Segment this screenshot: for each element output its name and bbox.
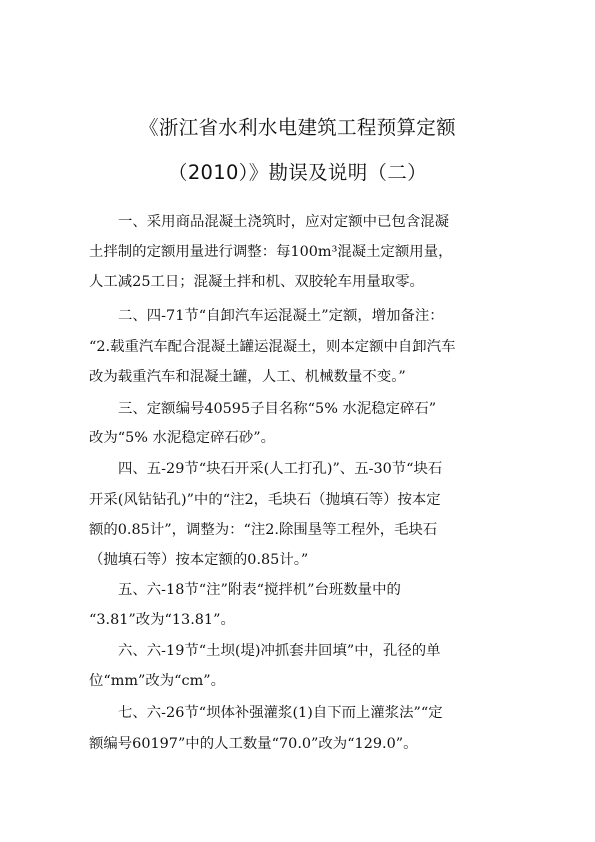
item-4-line-4: （抛填石等）按本定额的0.85计。”: [89, 552, 309, 568]
item-2-line-2: “2.载重汽车配合混凝土罐运混凝土，则本定额中自卸汽车: [89, 339, 456, 355]
item-6-line-2: 位“mm”改为“cm”。: [89, 673, 225, 689]
item-4-line-2: 开采(风钻钻孔)”中的“注2，毛块石（抛填石等）按本定: [89, 492, 441, 508]
item-7-line-1: 七、六-26节“坝体补强灌浆(1)自下而上灌浆法”“定: [118, 705, 443, 721]
item-2-line-1: 二、四-71节“自卸汽车运混凝土”定额，增加备注：: [118, 308, 444, 324]
item-1-line-1: 一、采用商品混凝土浇筑时，应对定额中已包含混凝: [118, 214, 449, 230]
item-2-line-3: 改为载重汽车和混凝土罐，人工、机械数量不变。”: [89, 369, 406, 385]
item-7-line-2: 额编号60197”中的人工数量“70.0”改为“129.0”。: [89, 736, 418, 752]
item-1-line-2: 土拌制的定额用量进行调整：每100m³混凝土定额用量，: [89, 244, 453, 260]
item-3-line-1: 三、定额编号40595子目名称“5% 水泥稳定碎石”: [118, 401, 437, 417]
item-3-line-2: 改为“5% 水泥稳定碎石砂”。: [89, 430, 276, 446]
item-4-line-3: 额的0.85计”，调整为：“注2.除围垦等工程外，毛块石: [89, 522, 438, 538]
document-title-line-2: （2010）》勘误及说明（二）: [168, 161, 427, 184]
item-6-line-1: 六、六-19节“土坝(堤)冲抓套井回填”中，孔径的单: [118, 643, 441, 659]
item-1-line-3: 人工减25工日；混凝土拌和机、双胶轮车用量取零。: [89, 274, 424, 290]
document-title-line-1: 《浙江省水利水电建筑工程预算定额: [139, 116, 456, 139]
item-4-line-1: 四、五-29节“块石开采(人工打孔)”、五-30节“块石: [118, 461, 443, 477]
item-5-line-2: “3.81”改为“13.81”。: [89, 612, 235, 628]
item-5-line-1: 五、六-18节“注”附表“搅拌机”台班数量中的: [118, 582, 401, 598]
